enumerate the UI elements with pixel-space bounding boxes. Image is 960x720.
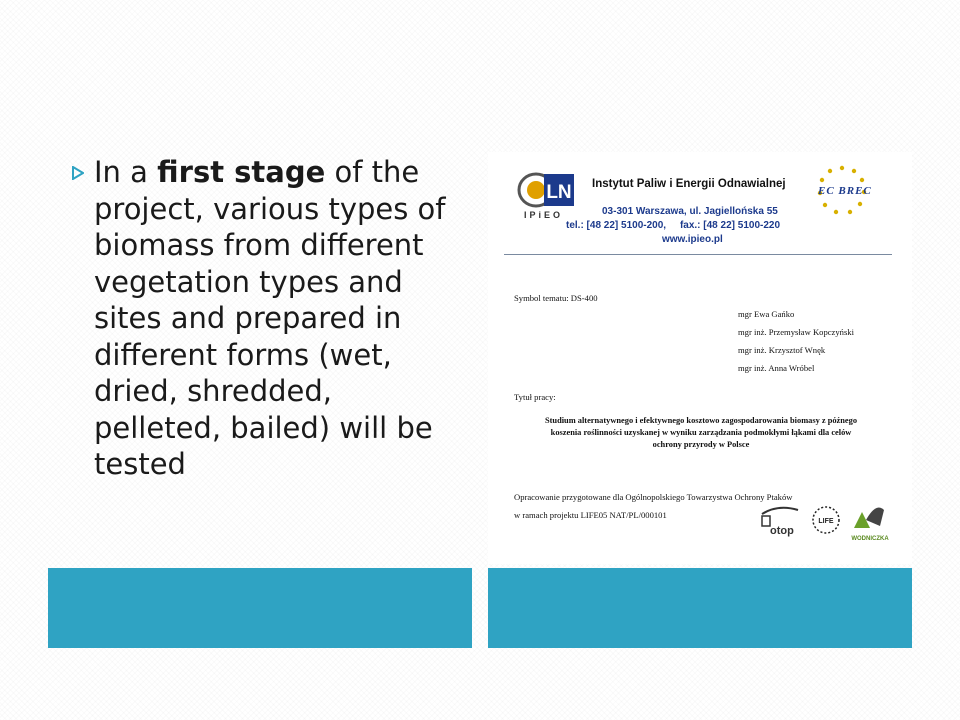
author-1: mgr Ewa Gańko — [738, 309, 795, 319]
wodniczka-logo — [851, 508, 889, 542]
title-line-2: koszenia roślinności uzyskanej w wyniku zarządzania podmokłymi łąkami dla celów — [550, 428, 852, 437]
title-line-3: ochrony przyrody w Polsce — [652, 440, 750, 449]
svg-text:WODNICZKA: WODNICZKA — [851, 536, 889, 542]
svg-text:otop: otop — [770, 525, 794, 537]
title-label: Tytuł pracy: — [514, 392, 556, 402]
ec-brec-logo-text: EC BREC — [818, 185, 872, 197]
partner-logos — [758, 498, 898, 544]
accent-band-left — [48, 568, 472, 648]
svg-text:LIFE: LIFE — [818, 518, 834, 525]
svg-text:LN: LN — [546, 182, 572, 203]
document-image — [488, 152, 912, 564]
title-line-1: Studium alternatywnego i efektywnego kosztowo zagospodarowania biomasy z późnego — [544, 416, 858, 425]
ipieo-caption: IPiEO — [524, 210, 564, 220]
life-logo — [813, 507, 839, 533]
bold-phrase: first stage — [157, 155, 326, 189]
author-4: mgr inż. Anna Wróbel — [738, 363, 815, 373]
document-header — [504, 158, 892, 255]
accent-band-right — [488, 568, 912, 648]
institute-name: Instytut Paliw i Energii Odnawialnej — [592, 178, 786, 190]
author-3: mgr inż. Krzysztof Wnęk — [738, 345, 826, 355]
author-2: mgr inż. Przemysław Kopczyński — [738, 327, 854, 337]
institute-website: www.ipieo.pl — [662, 234, 723, 245]
bullet-point — [72, 154, 462, 483]
topic-symbol: Symbol tematu: DS-400 — [514, 293, 598, 303]
prepared-for: Opracowanie przygotowane dla Ogólnopolskiego Towarzystwa Ochrony Ptaków — [514, 492, 793, 502]
otop-logo — [762, 508, 798, 537]
ipieo-logo — [516, 168, 580, 212]
institute-address: 03-301 Warszawa, ul. Jagiellońska 55 — [602, 206, 778, 217]
bullet-text: In a first stage of the project, various types of biomass from different vegetation types and sites and prepared in different forms (wet, dried, shredded, pelleted, bailed) will be tested — [94, 155, 446, 481]
project-id: w ramach projektu LIFE05 NAT/PL/000101 — [514, 510, 667, 520]
institute-phone-fax: tel.: [48 22] 5100-200, fax.: [48 22] 5100-220 — [566, 220, 781, 231]
triangle-right-icon — [72, 154, 94, 184]
